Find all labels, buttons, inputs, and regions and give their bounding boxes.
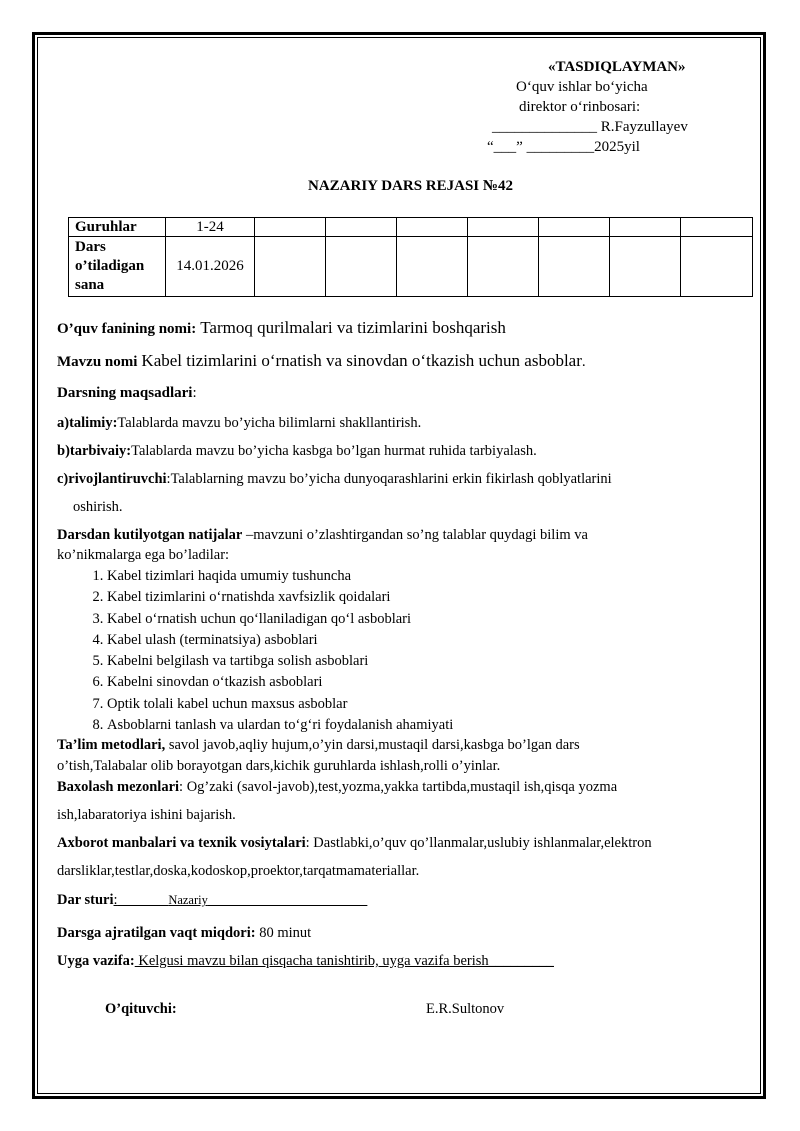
homework-value: Kelgusi mavzu bilan qisqacha tanishtirib, uyga vazifa berish_________ [134,953,554,969]
teacher-label: O’qituvchi: [105,1001,177,1017]
goals-heading-label: Darsning maqsadlari [57,385,193,401]
lesson-type-label: Dar sturi [57,892,114,908]
date-label-line-2: o’tiladigan [75,258,145,274]
resources-line-2: darsliklar,testlar,doska,kodoskop,proektor,tarqatmamateriallar. [57,863,420,879]
goals-heading-colon: : [192,385,197,401]
date-label-line-3: sana [75,277,105,293]
goal-c [57,471,612,488]
table-row [69,218,753,237]
homework-label: Uyga vazifa: [57,953,135,969]
table-row [69,237,753,297]
goal-a-text: Talablarda mavzu bo’yicha bilimlarni shakllantirish. [117,415,422,431]
resources-label: Axborot manbalari va texnik vosiytalari [57,835,306,851]
table-cell [468,218,539,237]
subject-label: O’quv fanining nomi: [57,321,197,337]
list-item: 3. Kabel o‘rnatish uchun qo‘llaniladigan qo‘l asboblari [107,609,453,630]
results-intro [57,527,588,544]
lesson-type-colon: : [113,892,118,908]
table-cell [255,218,326,237]
approval-line-1: O‘quv ishlar bo‘yicha [516,79,648,95]
goal-c-label: c)rivojlantiruvchi [57,471,167,487]
teacher-name: E.R.Sultonov [426,1001,505,1017]
duration-line [57,925,311,942]
duration-label: Darsga ajratilgan vaqt miqdori: [57,925,256,941]
goal-b [57,443,537,460]
table-cell [468,237,539,297]
assessment-label: Baxolash mezonlari [57,779,180,795]
table-cell [539,218,610,237]
list-item: 8. Asboblarni tanlash va ulardan to‘g‘ri foydalanish ahamiyati [107,715,453,736]
approval-signature: ______________ R.Fayzullayev [492,119,688,135]
table-cell [255,237,326,297]
groups-value: 1-24 [166,218,255,237]
table-cell [539,237,610,297]
table-cell [681,218,753,237]
methods-label: Ta’lim metodlari, [57,737,166,753]
assessment-text: : Og’zaki (savol-javob),test,yozma,yakka tartibda,mustaqil ish,qisqa yozma [179,779,618,795]
goal-b-label: b)tarbivaiy: [57,443,132,459]
duration-value: 80 minut [255,925,312,941]
assessment-line-1 [57,779,617,796]
goal-a-label: a)talimiy: [57,415,118,431]
lesson-type-line [57,891,367,909]
date-value: 14.01.2026 [166,237,255,297]
list-item: 6. Kabelni sinovdan o‘tkazish asboblari [107,672,453,693]
resources-line-1 [57,835,652,852]
groups-label: Guruhlar [69,218,166,237]
date-label [69,237,166,297]
table-cell [610,218,681,237]
list-item: 2. Kabel tizimlarini o‘rnatishda xavfsizlik qoidalari [107,587,453,608]
topic-label: Mavzu nomi [57,354,138,370]
homework-line [57,953,554,970]
methods-text: savol javob,aqliy hujum,o’yin darsi,mustaqil darsi,kasbga bo’lgan dars [165,737,580,753]
resources-text: : Dastlabki,o’quv qo’llanmalar,uslubiy ishlanmalar,elektron [305,835,652,851]
table-cell [397,218,468,237]
goals-heading [57,385,197,402]
results-list [78,566,453,736]
results-label: Darsdan kutilyotgan natijalar [57,527,243,543]
groups-table [68,217,753,297]
subject-value: Tarmoq qurilmalari va tizimlarini boshqarish [200,318,506,337]
date-label-line-1: Dars [75,239,106,255]
goal-b-text: Talablarda mavzu bo’yicha kasbga bo’lgan hurmat ruhida tarbiyalash. [131,443,537,459]
lesson-type-value: Nazariy [168,893,208,907]
approval-date: “___” _________2025yil [487,139,640,155]
table-cell [397,237,468,297]
lesson-type-blank-left [118,892,169,908]
table-cell [610,237,681,297]
table-cell [326,237,397,297]
document-title: NAZARIY DARS REJASI №42 [308,178,513,194]
list-item: 5. Kabelni belgilash va tartibga solish asboblari [107,651,453,672]
results-intro-line-2: ko’nikmalarga ega bo’ladilar: [57,547,230,563]
list-item: 1. Kabel tizimlari haqida umumiy tushuncha [107,566,453,587]
subject-line [57,318,506,338]
approval-line-2: direktor o‘rinbosari: [519,99,641,115]
methods-line-2: o’tish,Talabalar olib borayotgan dars,kichik guruhlarda ishlash,rolli o’yinlar. [57,758,501,774]
table-cell [681,237,753,297]
topic-value: Kabel tizimlarini o‘rnatish va sinovdan o‘tkazish uchun asboblar [141,351,582,370]
methods-line-1 [57,737,580,754]
list-item: 7. Optik tolali kabel uchun maxsus asboblar [107,694,453,715]
lesson-type-blank-right [208,892,368,908]
goal-c-text: :Talablarning mavzu bo’yicha dunyoqarashlarini erkin fikirlash qoblyatlarini [166,471,612,487]
approval-title: «TASDIQLAYMAN» [548,59,686,75]
goal-a [57,415,421,432]
assessment-line-2: ish,labaratoriya ishini bajarish. [57,807,236,823]
goal-c-continued: oshirish. [73,499,123,515]
list-item: 4. Kabel ulash (terminatsiya) asboblari [107,630,453,651]
topic-line [57,351,586,371]
topic-end: . [581,354,586,370]
results-intro-text: –mavzuni o’zlashtirgandan so’ng talablar quydagi bilim va [242,527,588,543]
table-cell [326,218,397,237]
